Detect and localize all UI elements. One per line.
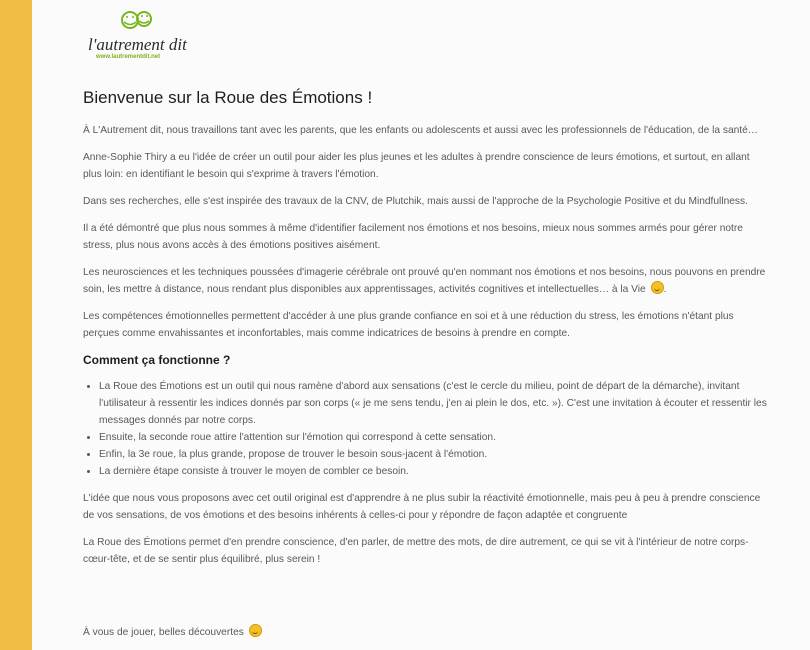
- logo-faces-icon: [122, 12, 151, 28]
- how-it-works-list: [83, 378, 768, 480]
- closing-text: À vous de jouer, belles découvertes: [83, 627, 244, 638]
- paragraph: La Roue des Émotions permet d'en prendre conscience, d'en parler, de mettre des mots, de dire autrement, ce qui se vit à l'intérieur de notre corps-cœur-tête, et de se sentir plus équilibré, plus serein !: [83, 537, 749, 565]
- smiley-icon: [249, 624, 262, 637]
- paragraph: Il a été démontré que plus nous sommes à même d'identifier facilement nos émotions et nos besoins, mieux nous sommes armés pour gérer notre stress, plus nous avons accès à des émotions positives aisément.: [83, 223, 743, 251]
- closing-line: [83, 624, 262, 638]
- logo-url[interactable]: www.lautrementdit.net: [96, 54, 161, 60]
- paragraph: Dans ses recherches, elle s'est inspirée des travaux de la CNV, de Plutchik, mais aussi de l'approche de la Psychologie Positive et du Mindfullness.: [83, 196, 748, 207]
- paragraph-text: Les neurosciences et les techniques poussées d'imagerie cérébrale ont prouvé qu'en nommant nos émotions et nos besoins, nous pouvons en prendre soin, les mettre à distance, nous rendant plus disponibles aux apprentissages, activités cognitives et intellectuelles… à la Vie: [83, 267, 766, 295]
- list-item: • Ensuite, la seconde roue attire l'attention sur l'émotion qui correspond à cette sensation.: [99, 429, 768, 446]
- list-item: • Enfin, la 3e roue, la plus grande, propose de trouver le besoin sous-jacent à l'émotion.: [99, 446, 768, 463]
- paragraph: Les compétences émotionnelles permettent d'accéder à une plus grande confiance en soi et à une réduction du stress, les émotions n'étant plus perçues comme envahissantes et inconfortables, mais comme indicatrices de besoins à prendre en compte.: [83, 311, 734, 339]
- list-item: • La dernière étape consiste à trouver le moyen de combler ce besoin.: [99, 463, 768, 480]
- page-title: Bienvenue sur la Roue des Émotions !: [83, 88, 373, 107]
- left-accent-bar: [0, 0, 32, 650]
- paragraph-with-smiley: Les neurosciences et les techniques poussées d'imagerie cérébrale ont prouvé qu'en nommant nos émotions et nos besoins, nous pouvons en prendre soin, les mettre à distance, nous rendant plus disponibles aux apprentissages, activités cognitives et intellectuelles… à la Vie .: [83, 267, 766, 295]
- paragraph: L'idée que nous vous proposons avec cet outil original est d'apprendre à ne plus subir la réactivité émotionnelle, mais peu à peu à prendre conscience de vos sensations, de vos émotions et des besoins inhérents à celles-ci pour y répondre de façon adaptée et congruente: [83, 493, 761, 521]
- smiley-icon: [651, 281, 664, 294]
- section-heading: Comment ça fonctionne ?: [83, 353, 231, 367]
- paragraph: Anne-Sophie Thiry a eu l'idée de créer un outil pour aider les plus jeunes et les adultes à prendre conscience de leurs émotions, et surtout, en allant plus loin: en identifiant le besoin qui s'exprime à travers l'émotion.: [83, 152, 750, 180]
- article-body: [83, 122, 768, 578]
- list-item: • La Roue des Émotions est un outil qui nous ramène d'abord aux sensations (c'est le cercle du milieu, point de départ de la démarche), invitant l'utilisateur à ressentir les indices donnés par son corps (« je me sens tendu, j'en ai plein le dos, etc. »). C'est une invitation à écouter et ressentir les messages donnés par notre corps.: [99, 378, 768, 429]
- paragraph: À L'Autrement dit, nous travaillons tant avec les parents, que les enfants ou adolescents et aussi avec les professionnels de l'éducation, de la santé…: [83, 125, 758, 136]
- logo-wordmark: l'autrement dit: [88, 35, 187, 54]
